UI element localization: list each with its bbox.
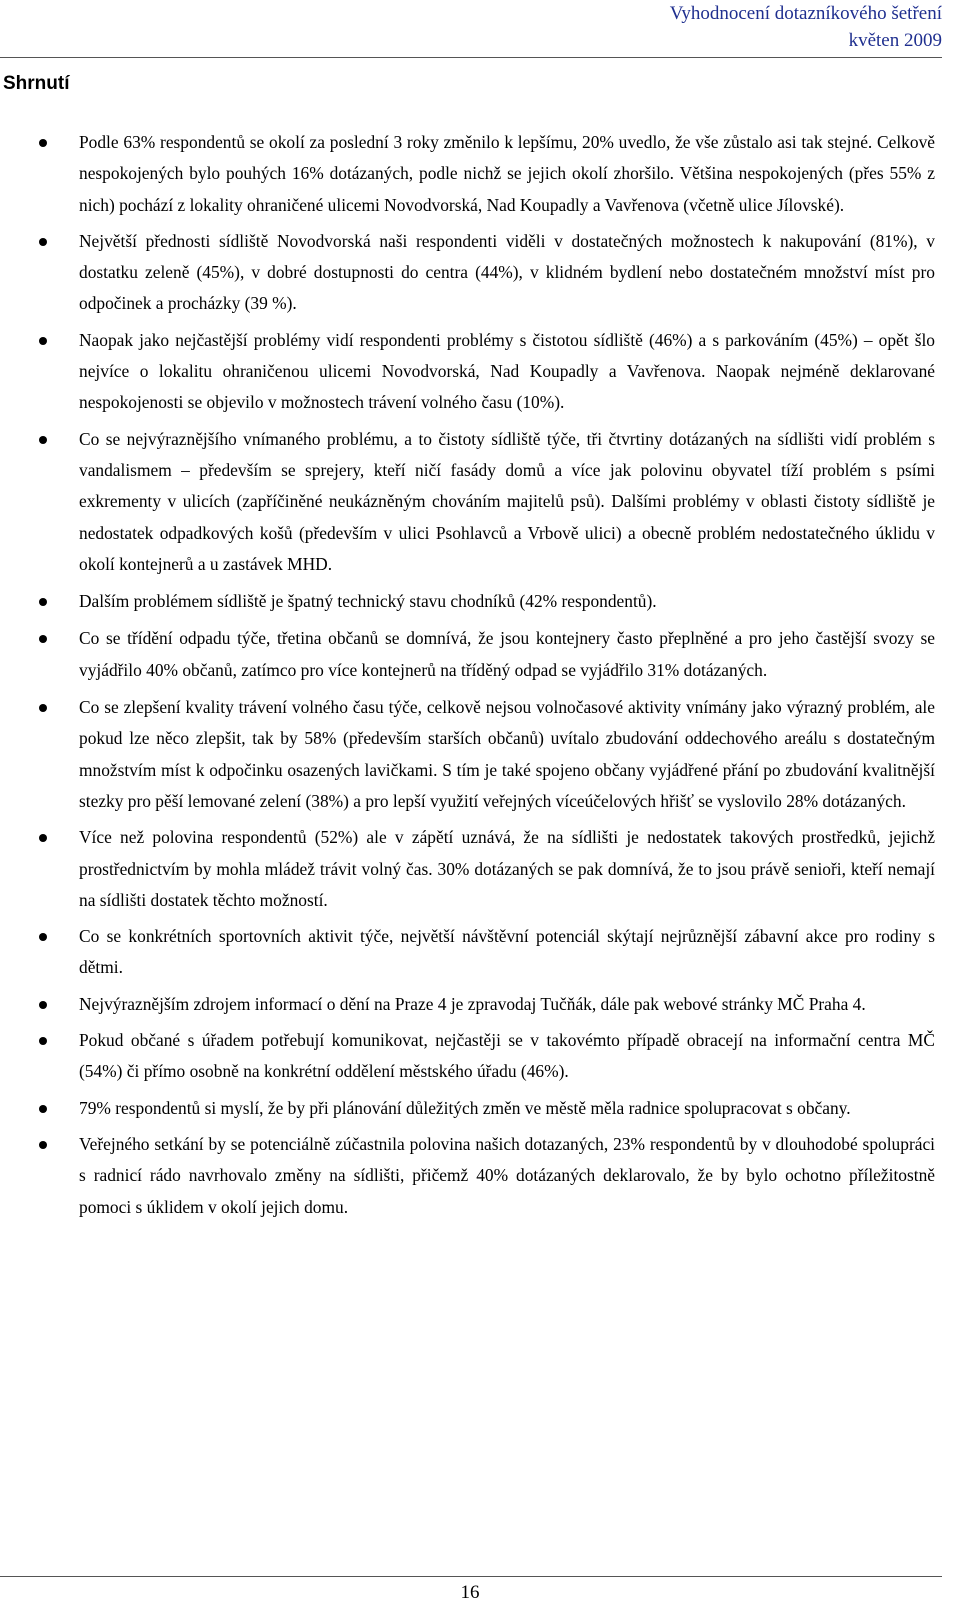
bullet-icon [39, 337, 47, 345]
bullet-text: Největší přednosti sídliště Novodvorská naši respondenti viděli v dostatečných možnostech k nakupování (81%), v dostatku zeleně (45%), v dobré dostupnosti do centra (44%), v klidném bydlení nebo dostatečném množství míst pro odpočinek a procházky (39 %). [79, 230, 935, 314]
header-rule [0, 57, 942, 58]
bullet-item [0, 822, 960, 916]
bullet-icon [39, 436, 47, 444]
bullet-item [0, 921, 960, 984]
bullet-item [0, 127, 960, 221]
bullet-text: Co se konkrétních sportovních aktivit týče, největší návštěvní potenciál skýtají nejrůznější zábavní akce pro rodiny s dětmi. [79, 926, 935, 978]
bullet-text: Více než polovina respondentů (52%) ale v zápětí uznává, že na sídlišti je nedostatek takových prostředků, jejichž prostřednictvím by mohla mládež trávit volný čas. 30% dotázaných se pak domnívá, že to jsou právě senioři, kteří nemají na sídlišti dostatek těchto možností. [79, 827, 935, 910]
bullet-icon [39, 598, 47, 606]
bullet-icon [39, 704, 47, 712]
bullet-text: Podle 63% respondentů se okolí za poslední 3 roky změnilo k lepšímu, 20% uvedlo, že vše zůstalo asi tak stejné. Celkově nespokojených bylo pouhých 16% dotázaných, podle nichž se jejich okolí zhoršilo. Většina nespokojených (přes 55% z nich) pochází z lokality ohraničené ulicemi Novodvorská, Nad Koupadly a Vavřenova (včetně ulice Jílovské). [79, 132, 935, 215]
bullet-item [0, 989, 960, 1020]
bullet-item [0, 692, 960, 817]
bullet-icon [39, 1105, 47, 1113]
bullet-item [0, 1129, 960, 1223]
bullet-text: Veřejného setkání by se potenciálně zúčastnila polovina našich dotazaných, 23% respondentů by v dlouhodobé spolupráci s radnicí rádo navrhovalo změny na sídlišti, přičemž 40% dotázaných deklarovalo, že by bylo ochotno příležitostně pomoci s úklidem v okolí jejich domu. [79, 1133, 935, 1217]
bullet-text: Co se třídění odpadu týče, třetina občanů se domnívá, že jsou kontejnery často přeplněné a pro jeho častější svozy se vyjádřilo 40% občanů, zatímco pro více kontejnerů na tříděný odpad se vyjádřilo 31% dotázaných. [79, 628, 935, 680]
bullet-text: Nejvýraznějším zdrojem informací o dění na Praze 4 je zpravodaj Tučňák, dále pak webové stránky MČ Praha 4. [79, 993, 866, 1014]
page-header [670, 0, 942, 54]
bullet-icon [39, 933, 47, 941]
document-date: květen 2009 [848, 30, 942, 51]
bullet-item [0, 1093, 960, 1124]
bullet-icon [39, 1037, 47, 1045]
bullet-item [0, 623, 960, 686]
bullet-item [0, 1025, 960, 1088]
bullet-icon [39, 834, 47, 842]
bullet-text: Co se zlepšení kvality trávení volného času týče, celkově nejsou volnočasové aktivity vnímány jako výrazný problém, ale pokud lze něco zlepšit, tak by 58% (především starších občanů) uvítalo zbudování oddechového areálu s dostatečným množstvím míst k odpočinku osazených lavičkami. S tím je také spojeno občany vyjádřené přání po zbudování kvalitnější stezky pro pěší lemované zelení (38%) a pro lepší využití veřejných víceúčelových hřišť se vyslovilo 28% dotázaných. [79, 697, 935, 811]
footer-rule [0, 1576, 942, 1577]
bullet-icon [39, 139, 47, 147]
document-title: Vyhodnocení dotazníkového šetření [669, 3, 942, 24]
bullet-item [0, 325, 960, 419]
summary-bullet-list [0, 127, 960, 1223]
bullet-text: Dalším problémem sídliště je špatný technický stavu chodníků (42% respondentů). [79, 591, 657, 612]
bullet-item [0, 586, 960, 617]
bullet-icon [39, 1001, 47, 1009]
bullet-item [0, 424, 960, 580]
bullet-icon [39, 1141, 47, 1149]
bullet-text: Co se nejvýraznějšího vnímaného problému, a to čistoty sídliště týče, tři čtvrtiny dotázaných na sídlišti vidí problém s vandalismem – především se sprejery, kteří ničí fasády domů a více jak polovinu obyvatel tíží problém s psími exkrementy v ulicích (zapříčiněné neukázněným chováním majitelů psů). Dalšími problémy v oblasti čistoty sídliště je nedostatek odpadkových košů (především v ulici Psohlavců a Vrbově ulici) a obecně problém nedostatečného úklidu v okolí kontejnerů a u zastávek MHD. [79, 428, 935, 574]
section-title: Shrnutí [3, 73, 70, 94]
page-number: 16 [460, 1582, 480, 1603]
bullet-text: Naopak jako nejčastější problémy vidí respondenti problémy s čistotou sídliště (46%) a s parkováním (45%) – opět šlo nejvíce o lokalitu ohraničenou ulicemi Novodvorská, Nad Koupadly a Vavřenova. Naopak nejméně deklarované nespokojenosti se objevilo v možnostech trávení volného času (10%). [79, 329, 935, 413]
bullet-text: 79% respondentů si myslí, že by při plánování důležitých změn ve městě měla radnice spolupracovat s občany. [79, 1097, 851, 1118]
bullet-text: Pokud občané s úřadem potřebují komunikovat, nejčastěji se v takovémto případě obracejí na informační centra MČ (54%) či přímo osobně na konkrétní oddělení městského úřadu (46%). [79, 1030, 935, 1082]
bullet-icon [39, 635, 47, 643]
bullet-item [0, 226, 960, 320]
bullet-icon [39, 238, 47, 246]
